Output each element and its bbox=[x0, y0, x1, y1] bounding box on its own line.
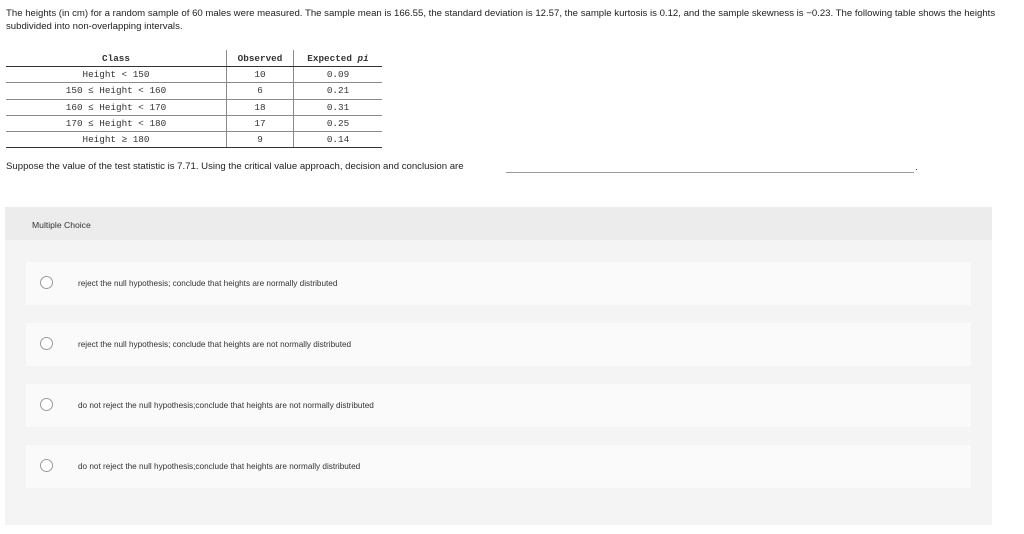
cell-class: 150 ≤ Height < 160 bbox=[6, 83, 227, 99]
cell-observed: 9 bbox=[227, 132, 294, 148]
choice-text[interactable]: reject the null hypothesis; conclude that heights are normally distributed bbox=[78, 279, 338, 288]
cell-observed: 6 bbox=[227, 83, 294, 99]
question-intro: The heights (in cm) for a random sample of 60 males were measured. The sample mean is 166.55, the standard deviation is 12.57, the sample kurtosis is 0.12, and the sample skewness is −0.23. The following table shows the heights subdivided into non-overlapping intervals. bbox=[6, 8, 996, 32]
choice-option[interactable] bbox=[26, 384, 971, 427]
col-header-expected-symbol: pi bbox=[357, 52, 369, 64]
cell-expected: 0.14 bbox=[294, 132, 383, 148]
blank-period: . bbox=[915, 162, 918, 173]
choice-option[interactable] bbox=[26, 262, 971, 305]
choice-option[interactable] bbox=[26, 445, 971, 488]
multiple-choice-label: Multiple Choice bbox=[32, 220, 91, 230]
choice-text[interactable]: reject the null hypothesis; conclude that heights are not normally distributed bbox=[78, 340, 352, 349]
cell-observed: 10 bbox=[227, 67, 294, 83]
cell-class: Height ≥ 180 bbox=[6, 132, 227, 148]
cell-expected: 0.21 bbox=[294, 83, 383, 99]
radio-button[interactable] bbox=[40, 276, 53, 289]
cell-class: 170 ≤ Height < 180 bbox=[6, 115, 227, 131]
cell-expected: 0.31 bbox=[294, 99, 383, 115]
table-row bbox=[6, 132, 382, 148]
col-header-expected-label: Expected bbox=[307, 52, 352, 64]
table-row bbox=[6, 115, 382, 131]
col-header-expected bbox=[294, 50, 383, 67]
choice-text[interactable]: do not reject the null hypothesis;conclude that heights are not normally distributed bbox=[78, 401, 374, 410]
multiple-choice-header bbox=[5, 207, 992, 240]
cell-class: 160 ≤ Height < 170 bbox=[6, 99, 227, 115]
table-header-row bbox=[6, 50, 382, 67]
cell-class: Height < 150 bbox=[6, 67, 227, 83]
cell-observed: 17 bbox=[227, 115, 294, 131]
table-row bbox=[6, 67, 382, 83]
cell-expected: 0.09 bbox=[294, 67, 383, 83]
radio-button[interactable] bbox=[40, 459, 53, 472]
choice-text[interactable]: do not reject the null hypothesis;conclude that heights are normally distributed bbox=[78, 462, 361, 471]
multiple-choice-panel bbox=[5, 207, 992, 525]
choice-option[interactable] bbox=[26, 323, 971, 366]
col-header-class: Class bbox=[6, 50, 227, 67]
question-prompt: Suppose the value of the test statistic is 7.71. Using the critical value approach, decision and conclusion are bbox=[6, 161, 464, 172]
table-row bbox=[6, 99, 382, 115]
cell-observed: 18 bbox=[227, 99, 294, 115]
frequency-table bbox=[6, 50, 382, 148]
radio-button[interactable] bbox=[40, 337, 53, 350]
radio-button[interactable] bbox=[40, 398, 53, 411]
cell-expected: 0.25 bbox=[294, 115, 383, 131]
col-header-observed: Observed bbox=[227, 50, 294, 67]
answer-blank bbox=[506, 172, 914, 173]
table-row bbox=[6, 83, 382, 99]
